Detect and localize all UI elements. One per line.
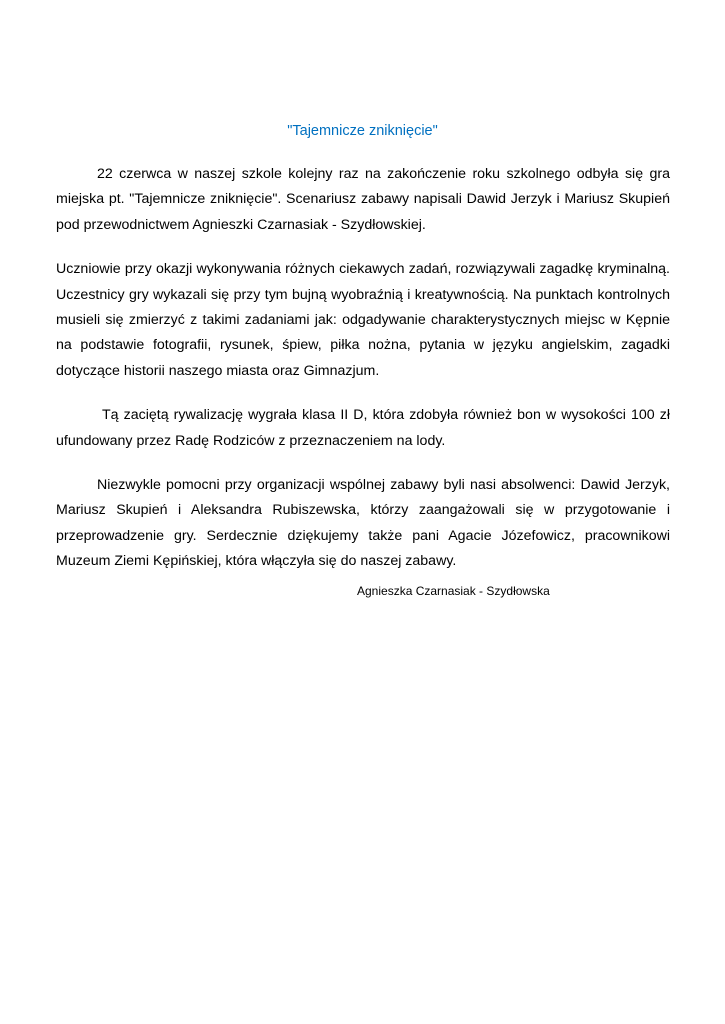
document-title: "Tajemnicze zniknięcie": [287, 123, 438, 139]
paragraph-winner: Tą zaciętą rywalizację wygrała klasa II D, która zdobyła również bon w wysokości 100 zł ufundowany przez Radę Rodziców z przeznaczeniem na lody.: [56, 407, 670, 449]
paragraph-tasks: Uczniowie przy okazji wykonywania różnych ciekawych zadań, rozwiązywali zagadkę kryminalną. Uczestnicy gry wykazali się przy tym bujną wyobraźnią i kreatywnością. Na punktach kontrolnych musieli się zmierzyć z takimi zadaniami jak: odgadywanie charakterystycznych miejsc w Kępnie na podstawie fotografii, rysunek, śpiew, piłka nożna, pytania w języku angielskim, zagadki dotyczące historii naszego miasta oraz Gimnazjum.: [56, 261, 670, 379]
paragraph-intro: 22 czerwca w naszej szkole kolejny raz na zakończenie roku szkolnego odbyła się gra miejska pt. "Tajemnicze zniknięcie". Scenariusz zabawy napisali Dawid Jerzyk i Mariusz Skupień pod przewodnictwem Agnieszki Czarnasiak - Szydłowskiej.: [56, 166, 670, 233]
author-signature: Agnieszka Czarnasiak - Szydłowska: [357, 584, 550, 598]
paragraph-thanks: Niezwykle pomocni przy organizacji wspólnej zabawy byli nasi absolwenci: Dawid Jerzyk, Mariusz Skupień i Aleksandra Rubiszewska, którzy zaangażowali się w przygotowanie i przeprowadzenie gry. Serdecznie dziękujemy także pani Agacie Józefowicz, pracownikowi Muzeum Ziemi Kępińskiej, która włączyła się do naszej zabawy.: [56, 477, 670, 570]
document-body: [56, 162, 670, 594]
